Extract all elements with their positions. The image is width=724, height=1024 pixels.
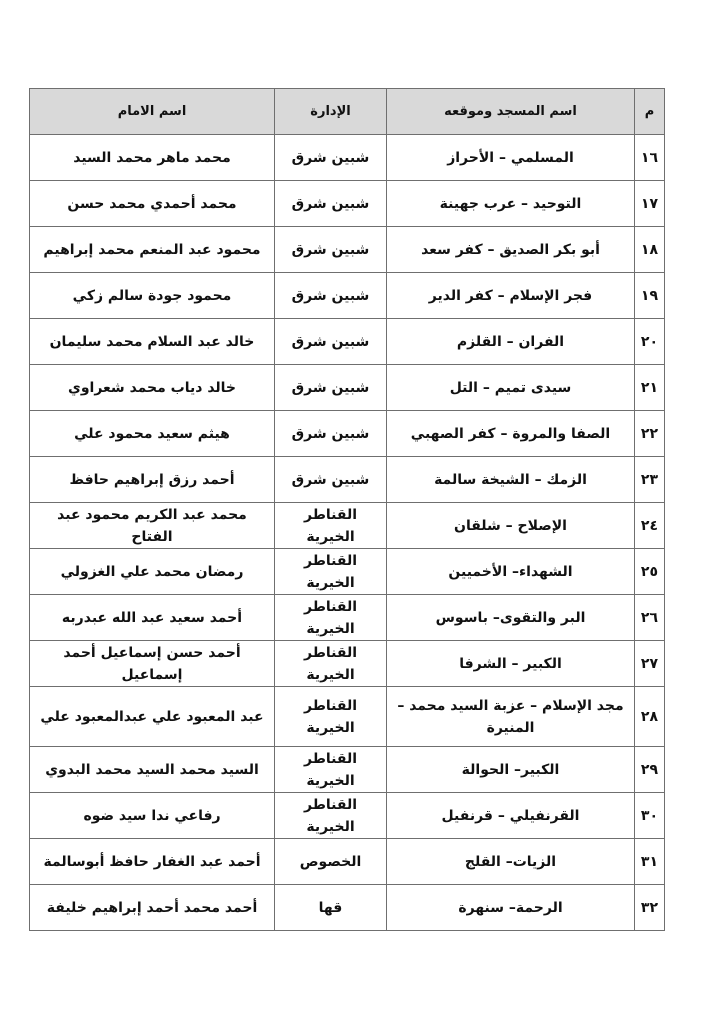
row-number: ١٦ [635,135,665,181]
table-row [30,319,665,365]
row-number: ٣١ [635,839,665,885]
imam-name-cell: رمضان محمد علي الغزولي [30,549,275,595]
mosque-name-cell: المسلمي – الأحراز [387,135,635,181]
mosque-name-cell: الرحمة– سنهرة [387,885,635,931]
mosque-name-cell: فجر الإسلام – كفر الدير [387,273,635,319]
imam-name-cell: أحمد حسن إسماعيل أحمد إسماعيل [30,641,275,687]
header-imam: اسم الامام [30,89,275,135]
mosque-name-cell: التوحيد – عرب جهينة [387,181,635,227]
mosque-name-cell: البر والتقوى– باسوس [387,595,635,641]
table-row [30,641,665,687]
mosque-name-cell: الشهداء– الأخميين [387,549,635,595]
table-row [30,227,665,273]
administration-cell: شبين شرق [275,365,387,411]
row-number: ٢٨ [635,687,665,747]
table-row [30,885,665,931]
administration-cell: القناطر الخيرية [275,687,387,747]
table-row [30,549,665,595]
mosque-name-cell: أبو بكر الصديق – كفر سعد [387,227,635,273]
table-header-row [30,89,665,135]
table-row [30,457,665,503]
row-number: ٢٣ [635,457,665,503]
header-num: م [635,89,665,135]
header-admin: الإدارة [275,89,387,135]
administration-cell: شبين شرق [275,411,387,457]
imam-name-cell: هيثم سعيد محمود علي [30,411,275,457]
row-number: ١٨ [635,227,665,273]
mosque-name-cell: الزمك – الشيخة سالمة [387,457,635,503]
mosque-name-cell: الإصلاح – شلقان [387,503,635,549]
imam-name-cell: عبد المعبود علي عبدالمعبود علي [30,687,275,747]
mosque-name-cell: الكبير– الحوالة [387,747,635,793]
mosque-name-cell: الصفا والمروة – كفر الصهبي [387,411,635,457]
imam-name-cell: محمد أحمدي محمد حسن [30,181,275,227]
administration-cell: القناطر الخيرية [275,503,387,549]
table-row [30,747,665,793]
imam-name-cell: محمد ماهر محمد السيد [30,135,275,181]
table-row [30,365,665,411]
row-number: ٢٢ [635,411,665,457]
administration-cell: القناطر الخيرية [275,793,387,839]
administration-cell: شبين شرق [275,319,387,365]
imam-name-cell: السيد محمد السيد محمد البدوي [30,747,275,793]
mosque-name-cell: الفران – القلزم [387,319,635,365]
administration-cell: الخصوص [275,839,387,885]
administration-cell: القناطر الخيرية [275,595,387,641]
row-number: ٢٥ [635,549,665,595]
table-row [30,503,665,549]
imam-name-cell: أحمد عبد الغفار حافظ أبوسالمة [30,839,275,885]
table-row [30,595,665,641]
mosque-imam-table [29,88,665,931]
administration-cell: شبين شرق [275,227,387,273]
table-row [30,839,665,885]
row-number: ٢٧ [635,641,665,687]
administration-cell: القناطر الخيرية [275,641,387,687]
administration-cell: شبين شرق [275,273,387,319]
row-number: ٢٠ [635,319,665,365]
administration-cell: شبين شرق [275,457,387,503]
mosque-name-cell: الكبير – الشرفا [387,641,635,687]
row-number: ٢٩ [635,747,665,793]
imam-name-cell: خالد دياب محمد شعراوي [30,365,275,411]
row-number: ٣٠ [635,793,665,839]
table-row [30,793,665,839]
row-number: ٢٦ [635,595,665,641]
imam-name-cell: محمد عبد الكريم محمود عبد الفتاح [30,503,275,549]
imam-name-cell: محمود جودة سالم زكي [30,273,275,319]
administration-cell: القناطر الخيرية [275,549,387,595]
administration-cell: القناطر الخيرية [275,747,387,793]
mosque-name-cell: مجد الإسلام – عزبة السيد محمد – المنيرة [387,687,635,747]
imam-name-cell: خالد عبد السلام محمد سليمان [30,319,275,365]
mosque-name-cell: سيدى تميم – التل [387,365,635,411]
row-number: ٢٤ [635,503,665,549]
row-number: ٢١ [635,365,665,411]
administration-cell: قها [275,885,387,931]
imam-name-cell: رفاعي ندا سيد ضوه [30,793,275,839]
mosque-name-cell: الزيات– القلج [387,839,635,885]
header-mosque: اسم المسجد وموقعه [387,89,635,135]
mosque-name-cell: القرنفيلي – قرنفيل [387,793,635,839]
row-number: ١٧ [635,181,665,227]
administration-cell: شبين شرق [275,181,387,227]
imam-name-cell: محمود عبد المنعم محمد إبراهيم [30,227,275,273]
imam-name-cell: أحمد سعيد عبد الله عبدربه [30,595,275,641]
table-row [30,135,665,181]
table-row [30,687,665,747]
administration-cell: شبين شرق [275,135,387,181]
row-number: ١٩ [635,273,665,319]
imam-name-cell: أحمد محمد أحمد إبراهيم خليفة [30,885,275,931]
table-row [30,411,665,457]
table-row [30,273,665,319]
row-number: ٣٢ [635,885,665,931]
table-row [30,181,665,227]
imam-name-cell: أحمد رزق إبراهيم حافظ [30,457,275,503]
